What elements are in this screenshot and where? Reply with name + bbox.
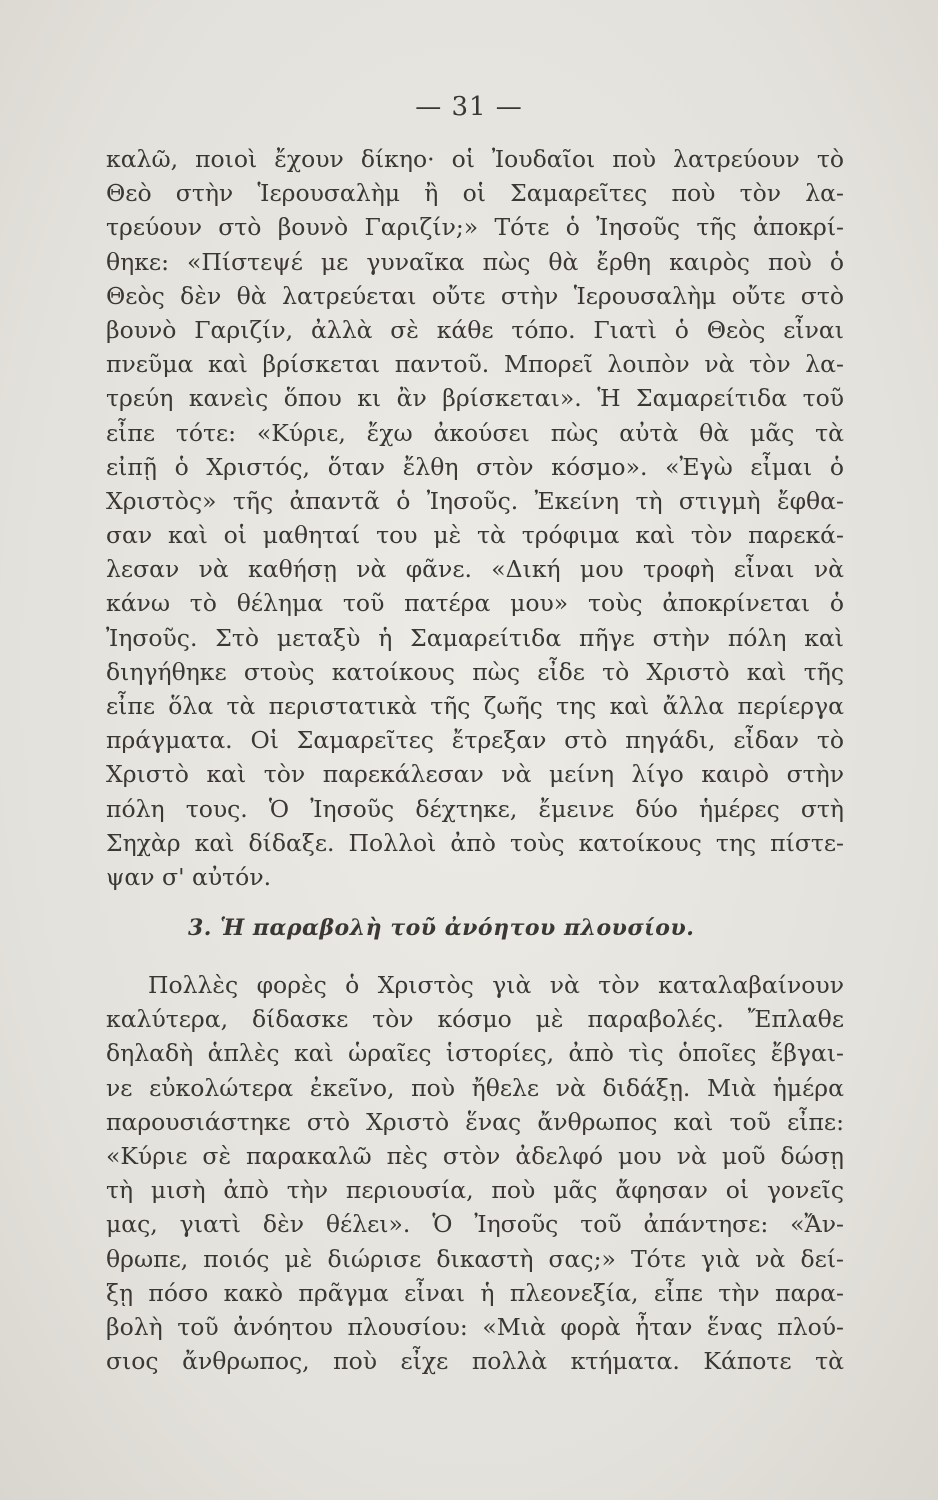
text-line: εἶπε ὅλα τὰ περιστατικὰ τῆς ζωῆς της καὶ ἄλλα περίεργα bbox=[106, 692, 844, 720]
text-line: σαν καὶ οἱ μαθηταί του μὲ τὰ τρόφιμα καὶ τὸν παρεκά- bbox=[106, 521, 844, 550]
text-line: πράγματα. Οἱ Σαμαρεῖτες ἔτρεξαν στὸ πηγάδι, εἶδαν τὸ bbox=[106, 726, 844, 755]
text-line: πόλη τους. Ὁ Ἰησοῦς δέχτηκε, ἔμεινε δύο ἡμέρες στὴ bbox=[106, 794, 844, 823]
text-line: καλῶ, ποιοὶ ἔχουν δίκηο· οἱ Ἰουδαῖοι ποὺ λατρεύουν τὸ bbox=[106, 145, 844, 173]
text-line: βολὴ τοῦ ἀνόητου πλουσίου: «Μιὰ φορὰ ἦταν ἕνας πλού- bbox=[106, 1312, 844, 1341]
paragraph-1 bbox=[106, 142, 844, 894]
text-line: δηλαδὴ ἁπλὲς καὶ ὡραῖες ἱστορίες, ἀπὸ τὶς ὁποῖες ἔβγαι- bbox=[106, 1039, 844, 1068]
text-line: νε εὐκολώτερα ἐκεῖνο, ποὺ ἤθελε νὰ διδάξῃ. Μιὰ ἡμέρα bbox=[106, 1073, 844, 1102]
text-line: μας, γιατὶ δὲν θέλει». Ὁ Ἰησοῦς τοῦ ἀπάντησε: «Ἄν- bbox=[106, 1210, 844, 1239]
text-line: λεσαν νὰ καθήσῃ νὰ φᾶνε. «Δική μου τροφὴ εἶναι νὰ bbox=[106, 555, 844, 584]
text-line: Ἰησοῦς. Στὸ μεταξὺ ἡ Σαμαρείτιδα πῆγε στὴν πόλη καὶ bbox=[106, 623, 844, 652]
paragraph-2 bbox=[106, 968, 844, 1378]
text-line: εἰπῇ ὁ Χριστός, ὅταν ἔλθη στὸν κόσμο». «Ἐγὼ εἶμαι ὁ bbox=[106, 452, 844, 481]
text-line: Σηχὰρ καὶ δίδαξε. Πολλοὶ ἀπὸ τοὺς κατοίκους της πίστε- bbox=[106, 828, 844, 857]
text-line: Πολλὲς φορὲς ὁ Χριστὸς γιὰ νὰ τὸν καταλαβαίνουν bbox=[148, 971, 844, 999]
text-line: σιος ἄνθρωπος, ποὺ εἶχε πολλὰ κτήματα. Κάποτε τὰ bbox=[106, 1347, 844, 1376]
text-line: Χριστὸς» τῆς ἀπαντᾶ ὁ Ἰησοῦς. Ἐκείνη τὴ στιγμὴ ἔφθα- bbox=[106, 486, 844, 515]
text-line: τρεύουν στὸ βουνὸ Γαριζίν;» Τότε ὁ Ἰησοῦς τῆς ἀποκρί- bbox=[106, 213, 844, 242]
text-line: διηγήθηκε στοὺς κατοίκους πὼς εἶδε τὸ Χριστὸ καὶ τῆς bbox=[106, 657, 844, 686]
text-line: Θεὸς δὲν θὰ λατρεύεται οὔτε στὴν Ἱερουσαλὴμ οὔτε στὸ bbox=[106, 281, 844, 310]
text-line: τρεύη κανεὶς ὅπου κι ἂν βρίσκεται». Ἡ Σαμαρείτιδα τοῦ bbox=[106, 384, 844, 413]
text-line: «Κύριε σὲ παρακαλῶ πὲς στὸν ἀδελφό μου νὰ μοῦ δώσῃ bbox=[106, 1141, 844, 1170]
text-line: κάνω τὸ θέλημα τοῦ πατέρα μου» τοὺς ἀποκρίνεται ὁ bbox=[106, 589, 844, 618]
text-line: ξῃ πόσο κακὸ πρᾶγμα εἶναι ἡ πλεονεξία, εἶπε τὴν παρα- bbox=[106, 1278, 844, 1307]
text-line: Θεὸ στὴν Ἱερουσαλὴμ ἢ οἱ Σαμαρεῖτες ποὺ τὸν λα- bbox=[106, 179, 844, 208]
text-line: πνεῦμα καὶ βρίσκεται παντοῦ. Μπορεῖ λοιπὸν νὰ τὸν λα- bbox=[106, 350, 844, 379]
section-heading: 3. Ἡ παραβολὴ τοῦ ἀνόητου πλουσίου. bbox=[188, 915, 695, 941]
text-line: ψαν σ' αὐτόν. bbox=[106, 862, 272, 891]
text-line: καλύτερα, δίδασκε τὸν κόσμο μὲ παραβολές. Ἔπλαθε bbox=[106, 1005, 844, 1034]
text-line: τὴ μισὴ ἀπὸ τὴν περιουσία, ποὺ μᾶς ἄφησαν οἱ γονεῖς bbox=[106, 1176, 844, 1205]
page-number: — 31 — bbox=[415, 92, 523, 122]
text-line: Χριστὸ καὶ τὸν παρεκάλεσαν νὰ μείνη λίγο καιρὸ στὴν bbox=[106, 760, 844, 789]
text-line: εἶπε τότε: «Κύριε, ἔχω ἀκούσει πὼς αὐτὰ θὰ μᾶς τὰ bbox=[106, 418, 844, 447]
text-line: θηκε: «Πίστεψέ με γυναῖκα πὼς θὰ ἔρθη καιρὸς ποὺ ὁ bbox=[106, 247, 844, 276]
text-line: βουνὸ Γαριζίν, ἀλλὰ σὲ κάθε τόπο. Γιατὶ ὁ Θεὸς εἶναι bbox=[106, 315, 844, 344]
text-line: θρωπε, ποιός μὲ διώρισε δικαστὴ σας;» Τότε γιὰ νὰ δεί- bbox=[106, 1244, 844, 1273]
text-line: παρουσιάστηκε στὸ Χριστὸ ἕνας ἄνθρωπος καὶ τοῦ εἶπε: bbox=[106, 1107, 844, 1136]
